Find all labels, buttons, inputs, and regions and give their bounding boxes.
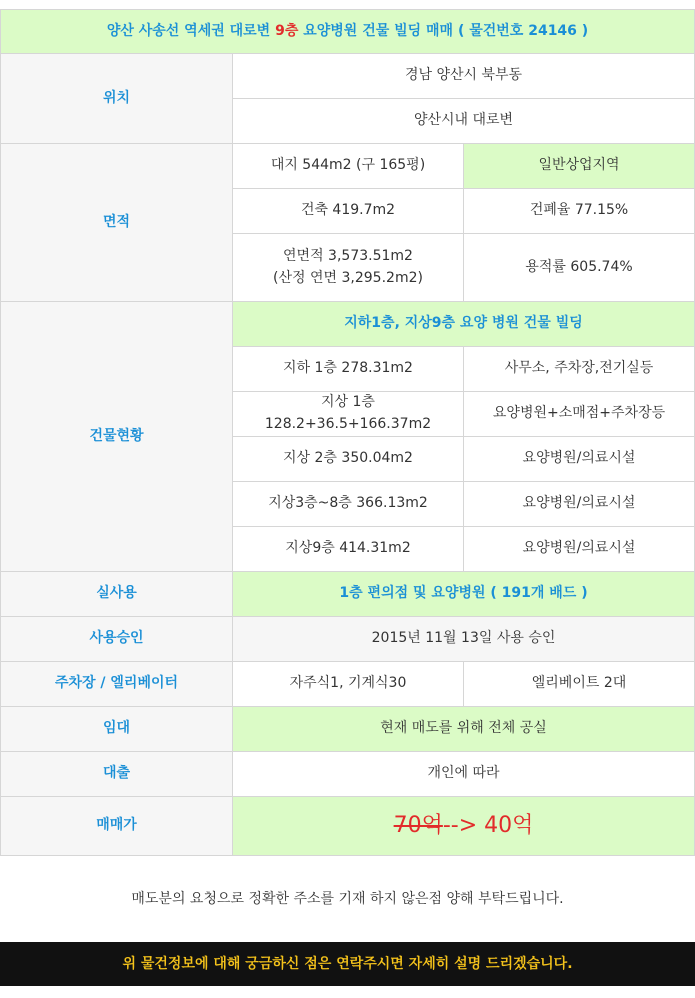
building-summary: 지하1층, 지상9층 요양 병원 건물 빌딩	[233, 302, 695, 347]
coverage-ratio: 건폐율 77.15%	[464, 189, 695, 234]
elevator-value: 엘리베이트 2대	[464, 662, 695, 707]
total-floor-area	[233, 234, 464, 302]
loan-label: 대출	[1, 752, 233, 797]
area-label: 면적	[1, 144, 233, 302]
location-detail: 양산시내 대로변	[233, 99, 695, 144]
new-price: 40억	[484, 812, 534, 838]
loan-value: 개인에 따라	[233, 752, 695, 797]
title-floors: 9층	[275, 22, 299, 39]
lease-label: 임대	[1, 707, 233, 752]
floor-use-1: 요양병원+소매점+주차장등	[464, 392, 695, 437]
location-address: 경남 양산시 북부동	[233, 54, 695, 99]
total-floor-area-line1: 연면적 3,573.51m2	[283, 247, 413, 264]
title-listing-number: ( 물건번호 24146 )	[453, 22, 589, 39]
actual-use-label: 실사용	[1, 572, 233, 617]
listing-title	[1, 10, 695, 54]
contact-banner: 위 물건정보에 대해 궁금하신 점은 연락주시면 자세히 설명 드리겠습니다.	[0, 942, 695, 986]
building-area: 건축 419.7m2	[233, 189, 464, 234]
title-type: 요양병원 건물 빌딩 매매	[298, 22, 454, 39]
title-main: 양산 사송선 역세권 대로변	[106, 22, 276, 39]
price-arrow: -->	[442, 812, 485, 838]
price-value	[233, 797, 695, 856]
building-status-label: 건물현황	[1, 302, 233, 572]
floor-use-3-8: 요양병원/의료시설	[464, 482, 695, 527]
floor-row-3-8: 지상3층~8층 366.13m2	[233, 482, 464, 527]
address-notice: 매도분의 요청으로 정확한 주소를 기재 하지 않은점 양해 부탁드립니다.	[131, 891, 564, 907]
zoning: 일반상업지역	[464, 144, 695, 189]
parking-value: 자주식1, 기계식30	[233, 662, 464, 707]
approval-label: 사용승인	[1, 617, 233, 662]
floor-row-1: 지상 1층 128.2+36.5+166.37m2	[233, 392, 464, 437]
actual-use-value: 1층 편의점 및 요양병원 ( 191개 배드 )	[233, 572, 695, 617]
approval-value: 2015년 11월 13일 사용 승인	[233, 617, 695, 662]
floor-row-9: 지상9층 414.31m2	[233, 527, 464, 572]
listing-table	[0, 9, 695, 856]
floor-use-9: 요양병원/의료시설	[464, 527, 695, 572]
land-area: 대지 544m2 (구 165평)	[233, 144, 464, 189]
total-floor-area-line2: (산정 연면 3,295.2m2)	[273, 269, 423, 286]
price-label: 매매가	[1, 797, 233, 856]
parking-label: 주차장 / 엘리베이터	[1, 662, 233, 707]
floor-use-b1: 사무소, 주차장,전기실등	[464, 347, 695, 392]
lease-value: 현재 매도를 위해 전체 공실	[233, 707, 695, 752]
floor-use-2: 요양병원/의료시설	[464, 437, 695, 482]
floor-area-ratio: 용적률 605.74%	[464, 234, 695, 302]
floor-row-2: 지상 2층 350.04m2	[233, 437, 464, 482]
floor-row-b1: 지하 1층 278.31m2	[233, 347, 464, 392]
old-price: 70억	[393, 812, 443, 838]
location-label: 위치	[1, 54, 233, 144]
